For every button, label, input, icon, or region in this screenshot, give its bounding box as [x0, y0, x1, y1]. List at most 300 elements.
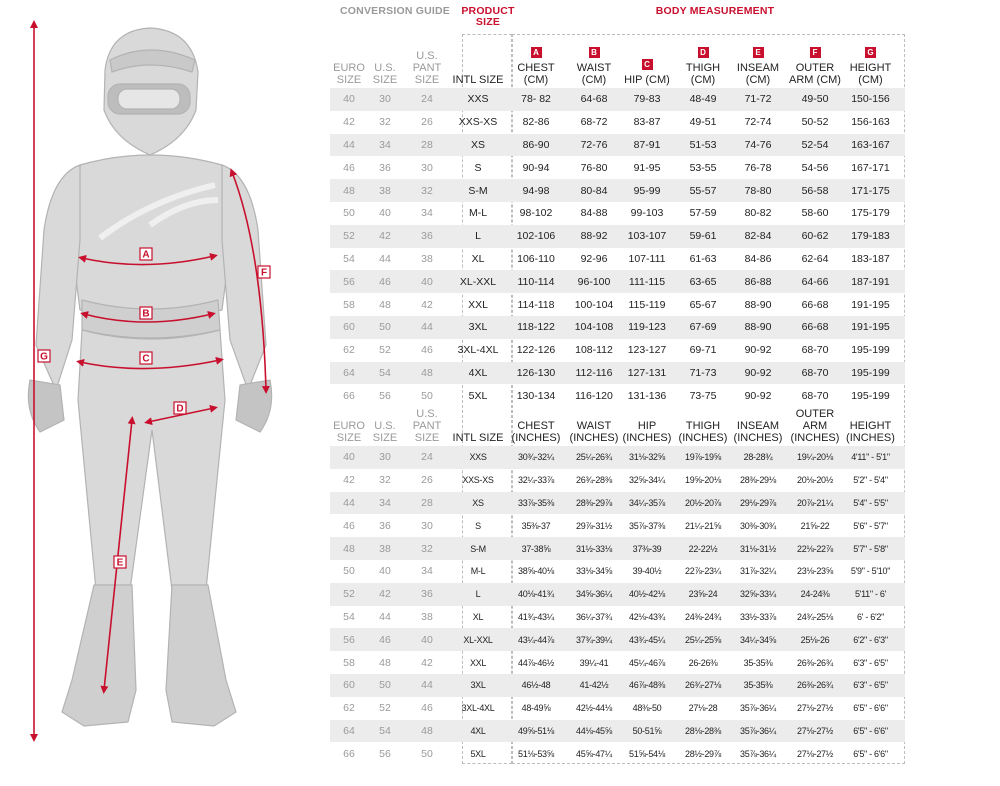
- table-cell: XS: [472, 497, 484, 508]
- table-cell: 3XL-4XL: [461, 703, 495, 714]
- table-cell: 46: [379, 633, 391, 646]
- figure-label: D: [176, 403, 184, 415]
- table-cell: 30¾-32¼: [518, 452, 554, 463]
- table-cell: 35⅞-37⅜: [629, 520, 665, 531]
- table-cell: 45¼-46⅞: [629, 657, 665, 668]
- table-cell: 22⅛-22⅞: [797, 543, 833, 554]
- table-cell: 60-62: [801, 230, 829, 243]
- table-cell: 69-71: [689, 344, 717, 357]
- table-cell: 27⅛-27½: [797, 748, 833, 759]
- column-header: [620, 59, 674, 86]
- table-cell: 90-92: [744, 389, 772, 402]
- table-cell: 82-86: [522, 116, 550, 129]
- table-cell: 43¼-44⅞: [518, 634, 554, 645]
- table-cell: 35⅞-36¼: [740, 725, 776, 736]
- table-cell: 50: [343, 565, 355, 578]
- table-cell: 31⅞-32¼: [740, 566, 776, 577]
- table-cell: 20⅞-21¼: [797, 497, 833, 508]
- column-header-label: INSEAM (CM): [736, 62, 780, 86]
- table-cell: 42: [421, 298, 433, 311]
- table-cell: 64-66: [801, 275, 829, 288]
- table-cell: S-M: [470, 543, 486, 554]
- table-cell: 26: [421, 474, 433, 487]
- rider-illustration: [0, 0, 320, 786]
- table-cell: 34¼-35⅞: [629, 497, 665, 508]
- table-cell: 126-130: [516, 366, 556, 379]
- table-cell: 80-84: [580, 184, 608, 197]
- table-cell: XXL: [468, 298, 488, 311]
- table-cell: 51-53: [689, 138, 717, 151]
- table-cell: 36: [421, 588, 433, 601]
- table-cell: 76-78: [744, 161, 772, 174]
- table-cell: 60: [343, 321, 355, 334]
- table-cell: 22⅞-23¼: [685, 566, 721, 577]
- table-cell: 40⅛-41¾: [518, 589, 554, 600]
- table-cell: 90-92: [744, 344, 772, 357]
- table-cell: 37⅜-39: [632, 543, 662, 554]
- table-cell: 19⅞-19⅝: [685, 452, 721, 463]
- inch-header-row: [330, 396, 905, 444]
- table-cell: 27⅛-28: [688, 703, 718, 714]
- table-cell: 88-92: [580, 230, 608, 243]
- figure-label: E: [116, 557, 124, 569]
- table-cell: 5'7" - 5'8": [853, 543, 888, 554]
- table-cell: 3XL: [470, 680, 486, 691]
- table-cell: 30: [379, 451, 391, 464]
- figure-label: A: [142, 249, 150, 261]
- table-row: [330, 88, 905, 111]
- table-cell: 65-67: [689, 298, 717, 311]
- product-size-title: PRODUCT SIZE: [461, 5, 515, 28]
- measurement-badge: G: [865, 47, 876, 58]
- column-header: [674, 420, 732, 444]
- table-row: [330, 156, 905, 179]
- table-row: [330, 514, 905, 537]
- table-cell: 5'9" - 5'10": [850, 566, 891, 577]
- table-cell: 88-90: [744, 298, 772, 311]
- table-cell: 59-61: [689, 230, 717, 243]
- size-chart: [330, 4, 905, 782]
- table-cell: 48-49⅝: [521, 703, 551, 714]
- table-row: [330, 270, 905, 293]
- column-header: [504, 420, 568, 444]
- table-cell: 19¼-20⅛: [797, 452, 833, 463]
- jersey-shape: [70, 155, 232, 318]
- table-cell: 5'11" - 6': [855, 589, 886, 600]
- table-cell: 31⅛-31½: [740, 543, 776, 554]
- table-cell: 130-134: [516, 389, 556, 402]
- table-cell: 34¼-34⅝: [740, 634, 776, 645]
- table-cell: 27⅛-27½: [797, 703, 833, 714]
- table-cell: 19⅝-20⅛: [685, 475, 721, 486]
- measurement-badge: B: [589, 47, 600, 58]
- table-cell: 48: [421, 366, 433, 379]
- column-header: [402, 50, 452, 86]
- table-cell: 30: [421, 161, 433, 174]
- table-cell: 50: [421, 389, 433, 402]
- table-cell: 111-115: [628, 275, 666, 288]
- table-cell: 86-90: [522, 138, 550, 151]
- table-cell: 96-100: [577, 275, 611, 288]
- column-header-label: U.S. PANT SIZE: [412, 408, 442, 444]
- table-cell: 42: [421, 656, 433, 669]
- table-cell: 122-126: [516, 344, 556, 357]
- table-cell: 35⅞-36¼: [740, 748, 776, 759]
- table-cell: 62-64: [801, 252, 829, 265]
- table-cell: 68-70: [801, 389, 829, 402]
- table-cell: 195-199: [851, 344, 890, 357]
- table-cell: 21⅝-22: [800, 520, 830, 531]
- table-cell: 40: [379, 565, 391, 578]
- table-cell: 26⅜-26¾: [797, 657, 833, 668]
- table-cell: 5XL: [470, 748, 486, 759]
- table-cell: 99-103: [630, 207, 664, 220]
- table-cell: 86-88: [744, 275, 772, 288]
- table-cell: 76-80: [580, 161, 608, 174]
- table-row: [330, 293, 905, 316]
- column-header: [330, 62, 368, 86]
- table-cell: 107-111: [628, 252, 666, 265]
- table-cell: 6'3" - 6'5": [853, 680, 888, 691]
- column-header: [674, 47, 732, 86]
- table-cell: XXS-XS: [458, 116, 498, 129]
- table-cell: 63-65: [689, 275, 717, 288]
- table-cell: 52: [379, 702, 391, 715]
- table-cell: 24-24⅜: [800, 589, 830, 600]
- table-cell: 116-120: [575, 389, 613, 402]
- table-cell: 24: [421, 451, 433, 464]
- table-cell: 40½-42⅛: [629, 589, 665, 600]
- table-row: [330, 134, 905, 157]
- table-cell: 30: [421, 519, 433, 532]
- table-row: [330, 651, 905, 674]
- column-header: [784, 408, 846, 444]
- table-cell: 102-106: [516, 230, 556, 243]
- table-cell: 4XL: [468, 366, 488, 379]
- table-cell: 62: [343, 344, 355, 357]
- table-cell: 73-75: [689, 389, 717, 402]
- table-cell: 25¼-25⅝: [685, 634, 721, 645]
- table-cell: 38: [379, 184, 391, 197]
- table-cell: 23⅛-23⅝: [797, 566, 833, 577]
- table-cell: 28: [421, 496, 433, 509]
- table-cell: 36: [421, 230, 433, 243]
- table-cell: 6'3" - 6'5": [853, 657, 888, 668]
- table-cell: 30: [379, 93, 391, 106]
- table-cell: 40: [421, 633, 433, 646]
- table-cell: 191-195: [851, 298, 890, 311]
- table-cell: 110-114: [517, 275, 555, 288]
- table-row: [330, 179, 905, 202]
- figure-label: F: [260, 267, 268, 279]
- table-cell: 40: [421, 275, 433, 288]
- table-cell: 80-82: [744, 207, 772, 220]
- table-row: [330, 628, 905, 651]
- table-cell: 54: [343, 610, 355, 623]
- column-header-label: THIGH (INCHES): [678, 420, 728, 444]
- table-cell: 32⅝-34¼: [629, 475, 665, 486]
- table-cell: 64: [343, 366, 355, 379]
- column-header-label: INTL SIZE: [452, 74, 504, 86]
- table-cell: 48: [421, 724, 433, 737]
- table-cell: 187-191: [851, 275, 890, 288]
- table-cell: 26-26⅜: [688, 657, 718, 668]
- table-cell: 32: [379, 116, 391, 129]
- table-cell: 34⅝-36¼: [576, 589, 612, 600]
- table-cell: 26: [421, 116, 433, 129]
- table-row: [330, 606, 905, 629]
- table-cell: 49-50: [801, 93, 829, 106]
- table-cell: 38⅝-40⅛: [518, 566, 554, 577]
- column-header-label: WAIST (INCHES): [569, 420, 619, 444]
- table-cell: 98-102: [519, 207, 553, 220]
- column-header-label: EURO SIZE: [333, 62, 365, 86]
- table-cell: 50-51⅝: [632, 725, 662, 736]
- table-cell: 23⅝-24: [688, 589, 718, 600]
- table-cell: 39¼-41: [579, 657, 609, 668]
- table-cell: 100-104: [574, 298, 614, 311]
- measurement-badge: F: [810, 47, 821, 58]
- table-cell: 29⅛-29⅞: [740, 497, 776, 508]
- table-cell: 150-156: [851, 93, 890, 106]
- table-row: [330, 225, 905, 248]
- table-cell: 191-195: [851, 321, 890, 334]
- measurement-badge: A: [531, 47, 542, 58]
- table-cell: XXS-XS: [462, 475, 494, 486]
- cm-table-body: [330, 88, 905, 407]
- table-cell: 50: [379, 679, 391, 692]
- table-cell: 37-38⅝: [521, 543, 551, 554]
- column-header: [846, 420, 895, 444]
- table-cell: 66-68: [801, 321, 829, 334]
- table-cell: 48: [343, 184, 355, 197]
- table-row: [330, 560, 905, 583]
- table-cell: 52: [343, 588, 355, 601]
- table-cell: 71-73: [689, 366, 717, 379]
- table-cell: 118-122: [517, 321, 555, 334]
- table-cell: 51⅛-53⅝: [518, 748, 554, 759]
- table-row: [330, 674, 905, 697]
- table-cell: 46: [421, 344, 433, 357]
- table-cell: 44⅞-46½: [518, 657, 554, 668]
- column-header-label: WAIST (CM): [576, 62, 612, 86]
- table-cell: 43¾-45¼: [629, 634, 665, 645]
- table-cell: M-L: [470, 566, 486, 577]
- column-header: [568, 47, 620, 86]
- inch-table-body: [330, 446, 905, 765]
- table-cell: 41¾-43¼: [518, 611, 554, 622]
- table-cell: 32: [379, 474, 391, 487]
- column-header-label: HIP (INCHES): [622, 420, 672, 444]
- column-header-label: CHEST (INCHES): [511, 420, 561, 444]
- table-row: [330, 583, 905, 606]
- table-cell: 52-54: [801, 138, 829, 151]
- table-cell: 33⅛-34⅝: [576, 566, 612, 577]
- table-cell: 52: [379, 344, 391, 357]
- table-cell: 46: [421, 702, 433, 715]
- table-cell: L: [475, 230, 481, 243]
- table-cell: 44: [379, 252, 391, 265]
- table-row: [330, 316, 905, 339]
- table-cell: 50: [379, 321, 391, 334]
- column-header-label: HEIGHT (CM): [849, 62, 892, 86]
- table-cell: 74-76: [744, 138, 772, 151]
- column-header: [784, 47, 846, 86]
- table-cell: 35⅜-37: [521, 520, 551, 531]
- table-cell: S-M: [468, 184, 488, 197]
- table-cell: 58: [343, 656, 355, 669]
- table-cell: 72-74: [744, 116, 772, 129]
- table-cell: 103-107: [627, 230, 667, 243]
- table-cell: 54: [379, 366, 391, 379]
- column-header: [330, 420, 368, 444]
- table-cell: 30⅜-30¾: [740, 520, 776, 531]
- table-cell: 44⅛-45⅝: [576, 725, 612, 736]
- figure-label: B: [142, 308, 150, 320]
- column-header: [368, 62, 402, 86]
- table-cell: 28-28¾: [743, 452, 773, 463]
- table-cell: 42⅛-43¾: [629, 611, 665, 622]
- table-cell: 35-35⅜: [743, 680, 773, 691]
- table-cell: 35-35⅜: [743, 657, 773, 668]
- table-cell: 50: [421, 747, 433, 760]
- table-cell: 49-51: [689, 116, 717, 129]
- table-cell: 36: [379, 161, 391, 174]
- table-cell: 167-171: [851, 161, 890, 174]
- table-cell: 83-87: [633, 116, 661, 129]
- table-row: [330, 362, 905, 385]
- table-cell: 44: [421, 679, 433, 692]
- table-cell: 95-99: [633, 184, 661, 197]
- table-cell: 48: [379, 656, 391, 669]
- table-cell: 68-72: [580, 116, 608, 129]
- table-cell: 56: [343, 275, 355, 288]
- table-cell: 66: [343, 389, 355, 402]
- column-header: [846, 47, 895, 86]
- table-cell: L: [475, 589, 481, 600]
- table-cell: 175-179: [851, 207, 890, 220]
- table-cell: 40: [343, 451, 355, 464]
- table-cell: 32: [421, 542, 433, 555]
- table-cell: 6'5" - 6'6": [853, 703, 888, 714]
- table-cell: 78-80: [744, 184, 772, 197]
- table-cell: 41-42½: [579, 680, 609, 691]
- table-cell: 29⅞-31½: [576, 520, 612, 531]
- table-cell: 20½-20⅞: [685, 497, 721, 508]
- figure-label: G: [40, 351, 48, 363]
- column-header-label: U.S. SIZE: [372, 62, 398, 86]
- table-cell: 31½-33⅛: [576, 543, 612, 554]
- table-cell: 28½-29⅞: [685, 748, 721, 759]
- table-cell: 46: [379, 275, 391, 288]
- column-header: [732, 420, 784, 444]
- table-cell: 34: [379, 496, 391, 509]
- table-cell: 54: [379, 724, 391, 737]
- table-cell: 56-58: [801, 184, 829, 197]
- table-row: [330, 339, 905, 362]
- table-cell: 48-49: [689, 93, 717, 106]
- table-cell: 28⅜-29⅛: [740, 475, 776, 486]
- table-cell: 55-57: [689, 184, 717, 197]
- table-cell: 68-70: [801, 366, 829, 379]
- table-cell: 53-55: [689, 161, 717, 174]
- measurement-badge: D: [698, 47, 709, 58]
- table-row: [330, 202, 905, 225]
- table-cell: 42½-44⅛: [576, 703, 612, 714]
- table-cell: 40: [343, 93, 355, 106]
- table-cell: 50: [343, 207, 355, 220]
- table-cell: 61-63: [689, 252, 717, 265]
- column-header: [620, 420, 674, 444]
- table-cell: 4XL: [470, 725, 486, 736]
- table-cell: 38: [379, 542, 391, 555]
- table-cell: 44: [343, 138, 355, 151]
- table-cell: 36¼-37¾: [576, 611, 612, 622]
- table-cell: 50-52: [801, 116, 829, 129]
- table-cell: 32¼-33⅞: [518, 475, 554, 486]
- table-cell: 34: [379, 138, 391, 151]
- column-header-label: HIP (CM): [624, 74, 670, 86]
- table-cell: 25¼-26¾: [576, 452, 612, 463]
- table-cell: 90-92: [744, 366, 772, 379]
- table-cell: 4'11" - 5'1": [851, 452, 890, 463]
- table-cell: 26¾-28⅜: [576, 475, 612, 486]
- table-cell: 42: [379, 230, 391, 243]
- table-cell: 35⅞-36¼: [740, 703, 776, 714]
- table-cell: 52: [343, 230, 355, 243]
- table-cell: 62: [343, 702, 355, 715]
- table-cell: 36: [379, 519, 391, 532]
- table-cell: 6'5" - 6'6": [853, 725, 888, 736]
- column-header-label: CHEST (CM): [517, 62, 555, 86]
- table-cell: 37¾-39¼: [576, 634, 612, 645]
- table-cell: 42: [379, 588, 391, 601]
- table-cell: XS: [470, 138, 485, 151]
- table-cell: 88-90: [744, 321, 772, 334]
- table-cell: 84-86: [744, 252, 772, 265]
- table-cell: 94-98: [522, 184, 550, 197]
- table-cell: 195-199: [851, 366, 890, 379]
- table-cell: 5'6" - 5'7": [853, 520, 888, 531]
- table-cell: 131-136: [627, 389, 667, 402]
- table-cell: 60: [343, 679, 355, 692]
- table-row: [330, 742, 905, 765]
- column-header-label: OUTER ARM (INCHES): [790, 408, 840, 444]
- table-cell: 38: [421, 252, 433, 265]
- table-cell: 54: [343, 252, 355, 265]
- table-cell: 32⅝-33¼: [740, 589, 776, 600]
- table-cell: 46: [343, 519, 355, 532]
- table-cell: 56: [379, 747, 391, 760]
- table-cell: 6'5" - 6'6": [853, 748, 888, 759]
- table-cell: 46: [343, 161, 355, 174]
- table-cell: 108-112: [575, 344, 613, 357]
- table-cell: 28⅛-28⅜: [685, 725, 721, 736]
- table-cell: 91-95: [633, 161, 661, 174]
- column-header: [732, 47, 784, 86]
- figure-label: C: [142, 353, 150, 365]
- table-cell: 48⅜-50: [632, 703, 662, 714]
- table-cell: 25⅛-26: [800, 634, 830, 645]
- table-cell: 26⅜-26¾: [797, 680, 833, 691]
- table-cell: 183-187: [851, 252, 890, 265]
- table-cell: 90-94: [522, 161, 550, 174]
- table-cell: 26¾-27⅛: [685, 680, 721, 691]
- table-cell: 40: [379, 207, 391, 220]
- table-cell: 72-76: [580, 138, 608, 151]
- measurement-badge: E: [753, 47, 764, 58]
- column-header-label: U.S. PANT SIZE: [412, 50, 442, 86]
